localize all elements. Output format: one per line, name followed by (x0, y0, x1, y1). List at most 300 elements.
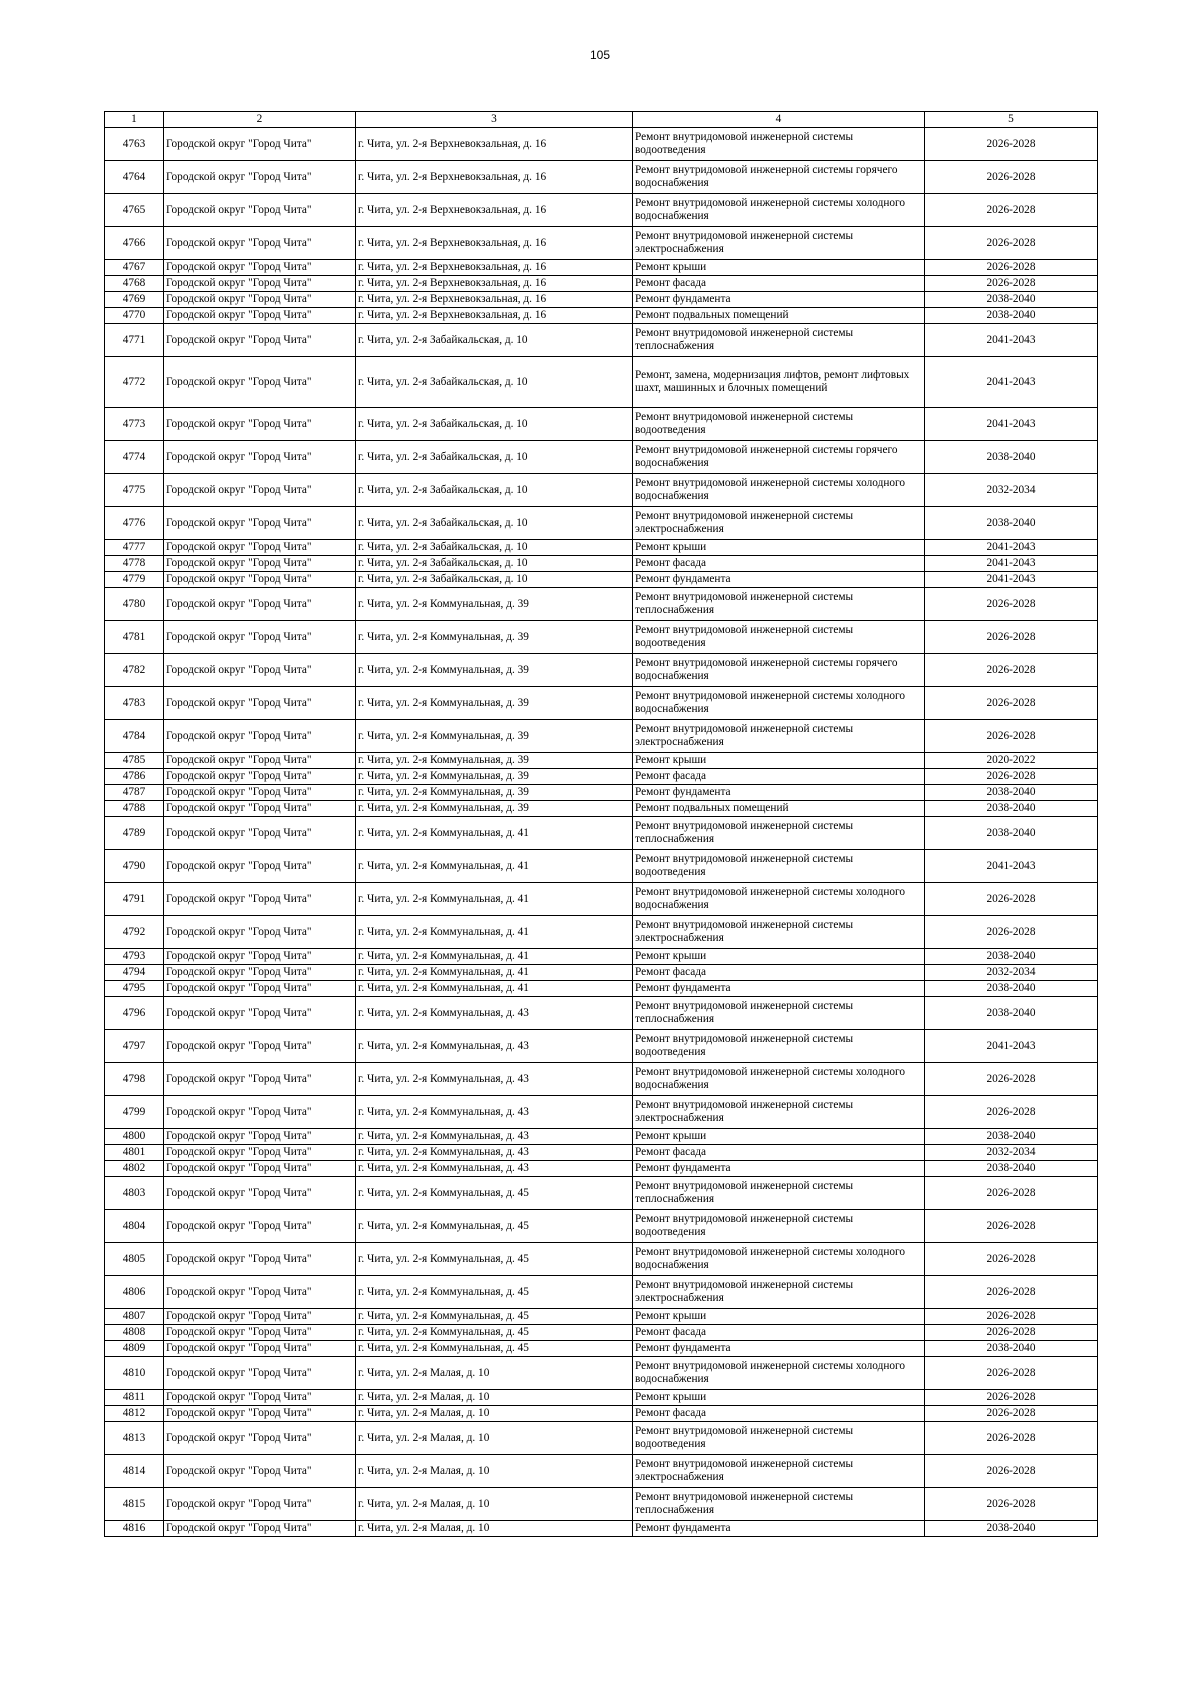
address-cell: г. Чита, ул. 2-я Коммунальная, д. 43 (356, 1161, 633, 1177)
address-cell: г. Чита, ул. 2-я Коммунальная, д. 43 (356, 1096, 633, 1129)
address-cell: г. Чита, ул. 2-я Верхневокзальная, д. 16 (356, 161, 633, 194)
municipality-cell: Городской округ "Город Чита" (164, 1276, 356, 1309)
table-body (105, 128, 1098, 1537)
row-number-cell: 4776 (105, 507, 164, 540)
address-cell: г. Чита, ул. 2-я Забайкальская, д. 10 (356, 556, 633, 572)
row-number-cell: 4802 (105, 1161, 164, 1177)
work-type-cell: Ремонт внутридомовой инженерной системы холодного водоснабжения (633, 194, 925, 227)
work-type-cell: Ремонт внутридомовой инженерной системы холодного водоснабжения (633, 883, 925, 916)
row-number-cell: 4803 (105, 1177, 164, 1210)
municipality-cell: Городской округ "Город Чита" (164, 785, 356, 801)
address-cell: г. Чита, ул. 2-я Коммунальная, д. 45 (356, 1325, 633, 1341)
period-cell: 2032-2034 (925, 474, 1098, 507)
work-type-cell: Ремонт внутридомовой инженерной системы теплоснабжения (633, 997, 925, 1030)
address-cell: г. Чита, ул. 2-я Верхневокзальная, д. 16 (356, 260, 633, 276)
work-type-cell: Ремонт внутридомовой инженерной системы холодного водоснабжения (633, 687, 925, 720)
table-row (105, 785, 1098, 801)
period-cell: 2026-2028 (925, 588, 1098, 621)
municipality-cell: Городской округ "Город Чита" (164, 556, 356, 572)
period-cell: 2026-2028 (925, 1357, 1098, 1390)
row-number-cell: 4800 (105, 1129, 164, 1145)
table-row (105, 1325, 1098, 1341)
municipality-cell: Городской округ "Город Чита" (164, 408, 356, 441)
municipality-cell: Городской округ "Город Чита" (164, 1243, 356, 1276)
address-cell: г. Чита, ул. 2-я Забайкальская, д. 10 (356, 540, 633, 556)
period-cell: 2038-2040 (925, 292, 1098, 308)
row-number-cell: 4786 (105, 769, 164, 785)
table-row (105, 292, 1098, 308)
municipality-cell: Городской округ "Город Чита" (164, 1406, 356, 1422)
address-cell: г. Чита, ул. 2-я Коммунальная, д. 39 (356, 588, 633, 621)
address-cell: г. Чита, ул. 2-я Забайкальская, д. 10 (356, 408, 633, 441)
address-cell: г. Чита, ул. 2-я Коммунальная, д. 45 (356, 1341, 633, 1357)
period-cell: 2038-2040 (925, 785, 1098, 801)
work-type-cell: Ремонт внутридомовой инженерной системы электроснабжения (633, 227, 925, 260)
address-cell: г. Чита, ул. 2-я Малая, д. 10 (356, 1455, 633, 1488)
row-number-cell: 4771 (105, 324, 164, 357)
table-row (105, 1145, 1098, 1161)
municipality-cell: Городской округ "Город Чита" (164, 1521, 356, 1537)
municipality-cell: Городской округ "Город Чита" (164, 194, 356, 227)
municipality-cell: Городской округ "Город Чита" (164, 1177, 356, 1210)
period-cell: 2041-2043 (925, 324, 1098, 357)
row-number-cell: 4767 (105, 260, 164, 276)
row-number-cell: 4812 (105, 1406, 164, 1422)
municipality-cell: Городской округ "Город Чита" (164, 850, 356, 883)
period-cell: 2038-2040 (925, 817, 1098, 850)
period-cell: 2038-2040 (925, 949, 1098, 965)
address-cell: г. Чита, ул. 2-я Верхневокзальная, д. 16 (356, 194, 633, 227)
address-cell: г. Чита, ул. 2-я Забайкальская, д. 10 (356, 572, 633, 588)
period-cell: 2026-2028 (925, 883, 1098, 916)
municipality-cell: Городской округ "Город Чита" (164, 324, 356, 357)
period-cell: 2026-2028 (925, 128, 1098, 161)
work-type-cell: Ремонт крыши (633, 949, 925, 965)
period-cell: 2026-2028 (925, 916, 1098, 949)
work-type-cell: Ремонт внутридомовой инженерной системы водоотведения (633, 128, 925, 161)
period-cell: 2026-2028 (925, 1325, 1098, 1341)
address-cell: г. Чита, ул. 2-я Коммунальная, д. 43 (356, 997, 633, 1030)
row-number-cell: 4815 (105, 1488, 164, 1521)
column-header-1: 1 (105, 112, 164, 128)
period-cell: 2026-2028 (925, 769, 1098, 785)
work-type-cell: Ремонт внутридомовой инженерной системы теплоснабжения (633, 1177, 925, 1210)
address-cell: г. Чита, ул. 2-я Коммунальная, д. 39 (356, 769, 633, 785)
period-cell: 2041-2043 (925, 357, 1098, 408)
municipality-cell: Городской округ "Город Чита" (164, 161, 356, 194)
municipality-cell: Городской округ "Город Чита" (164, 507, 356, 540)
work-type-cell: Ремонт крыши (633, 260, 925, 276)
municipality-cell: Городской округ "Город Чита" (164, 588, 356, 621)
work-type-cell: Ремонт внутридомовой инженерной системы теплоснабжения (633, 1488, 925, 1521)
table-row (105, 753, 1098, 769)
municipality-cell: Городской округ "Город Чита" (164, 1341, 356, 1357)
municipality-cell: Городской округ "Город Чита" (164, 1422, 356, 1455)
work-type-cell: Ремонт внутридомовой инженерной системы горячего водоснабжения (633, 654, 925, 687)
table-row (105, 128, 1098, 161)
table-row (105, 687, 1098, 720)
column-header-row (105, 112, 1098, 128)
work-type-cell: Ремонт фундамента (633, 292, 925, 308)
municipality-cell: Городской округ "Город Чита" (164, 1129, 356, 1145)
work-type-cell: Ремонт крыши (633, 1309, 925, 1325)
table-row (105, 474, 1098, 507)
row-number-cell: 4778 (105, 556, 164, 572)
work-type-cell: Ремонт подвальных помещений (633, 801, 925, 817)
row-number-cell: 4783 (105, 687, 164, 720)
period-cell: 2041-2043 (925, 408, 1098, 441)
address-cell: г. Чита, ул. 2-я Верхневокзальная, д. 16 (356, 128, 633, 161)
table-row (105, 801, 1098, 817)
address-cell: г. Чита, ул. 2-я Забайкальская, д. 10 (356, 357, 633, 408)
row-number-cell: 4795 (105, 981, 164, 997)
work-type-cell: Ремонт внутридомовой инженерной системы теплоснабжения (633, 588, 925, 621)
address-cell: г. Чита, ул. 2-я Коммунальная, д. 39 (356, 687, 633, 720)
municipality-cell: Городской округ "Город Чита" (164, 769, 356, 785)
municipality-cell: Городской округ "Город Чита" (164, 227, 356, 260)
work-type-cell: Ремонт внутридомовой инженерной системы электроснабжения (633, 1096, 925, 1129)
address-cell: г. Чита, ул. 2-я Малая, д. 10 (356, 1357, 633, 1390)
address-cell: г. Чита, ул. 2-я Коммунальная, д. 41 (356, 981, 633, 997)
work-type-cell: Ремонт подвальных помещений (633, 308, 925, 324)
municipality-cell: Городской округ "Город Чита" (164, 1357, 356, 1390)
period-cell: 2038-2040 (925, 1161, 1098, 1177)
repair-schedule-table (104, 111, 1098, 1537)
row-number-cell: 4793 (105, 949, 164, 965)
row-number-cell: 4782 (105, 654, 164, 687)
table-row (105, 572, 1098, 588)
municipality-cell: Городской округ "Город Чита" (164, 540, 356, 556)
address-cell: г. Чита, ул. 2-я Коммунальная, д. 41 (356, 883, 633, 916)
work-type-cell: Ремонт внутридомовой инженерной системы горячего водоснабжения (633, 441, 925, 474)
address-cell: г. Чита, ул. 2-я Коммунальная, д. 39 (356, 621, 633, 654)
row-number-cell: 4769 (105, 292, 164, 308)
work-type-cell: Ремонт внутридомовой инженерной системы теплоснабжения (633, 324, 925, 357)
work-type-cell: Ремонт внутридомовой инженерной системы холодного водоснабжения (633, 1357, 925, 1390)
row-number-cell: 4768 (105, 276, 164, 292)
row-number-cell: 4764 (105, 161, 164, 194)
address-cell: г. Чита, ул. 2-я Малая, д. 10 (356, 1422, 633, 1455)
municipality-cell: Городской округ "Город Чита" (164, 1161, 356, 1177)
column-header-4: 4 (633, 112, 925, 128)
table-row (105, 981, 1098, 997)
period-cell: 2038-2040 (925, 507, 1098, 540)
work-type-cell: Ремонт фасада (633, 1325, 925, 1341)
address-cell: г. Чита, ул. 2-я Забайкальская, д. 10 (356, 324, 633, 357)
municipality-cell: Городской округ "Город Чита" (164, 965, 356, 981)
period-cell: 2026-2028 (925, 161, 1098, 194)
table-row (105, 161, 1098, 194)
row-number-cell: 4770 (105, 308, 164, 324)
table-row (105, 769, 1098, 785)
table-row (105, 965, 1098, 981)
table-row (105, 194, 1098, 227)
address-cell: г. Чита, ул. 2-я Верхневокзальная, д. 16 (356, 227, 633, 260)
period-cell: 2038-2040 (925, 1129, 1098, 1145)
municipality-cell: Городской округ "Город Чита" (164, 949, 356, 965)
period-cell: 2026-2028 (925, 1488, 1098, 1521)
period-cell: 2041-2043 (925, 556, 1098, 572)
period-cell: 2026-2028 (925, 276, 1098, 292)
table-row (105, 408, 1098, 441)
table-row (105, 507, 1098, 540)
row-number-cell: 4777 (105, 540, 164, 556)
period-cell: 2026-2028 (925, 720, 1098, 753)
row-number-cell: 4787 (105, 785, 164, 801)
period-cell: 2041-2043 (925, 540, 1098, 556)
row-number-cell: 4766 (105, 227, 164, 260)
work-type-cell: Ремонт фундамента (633, 981, 925, 997)
table-row (105, 1177, 1098, 1210)
address-cell: г. Чита, ул. 2-я Коммунальная, д. 43 (356, 1063, 633, 1096)
work-type-cell: Ремонт внутридомовой инженерной системы электроснабжения (633, 507, 925, 540)
period-cell: 2026-2028 (925, 1309, 1098, 1325)
period-cell: 2026-2028 (925, 1177, 1098, 1210)
period-cell: 2026-2028 (925, 227, 1098, 260)
address-cell: г. Чита, ул. 2-я Малая, д. 10 (356, 1406, 633, 1422)
municipality-cell: Городской округ "Город Чита" (164, 357, 356, 408)
table-row (105, 1357, 1098, 1390)
period-cell: 2026-2028 (925, 1455, 1098, 1488)
row-number-cell: 4813 (105, 1422, 164, 1455)
municipality-cell: Городской округ "Город Чита" (164, 997, 356, 1030)
period-cell: 2038-2040 (925, 441, 1098, 474)
period-cell: 2026-2028 (925, 654, 1098, 687)
row-number-cell: 4785 (105, 753, 164, 769)
period-cell: 2038-2040 (925, 981, 1098, 997)
work-type-cell: Ремонт фасада (633, 769, 925, 785)
address-cell: г. Чита, ул. 2-я Малая, д. 10 (356, 1488, 633, 1521)
table-row (105, 357, 1098, 408)
row-number-cell: 4801 (105, 1145, 164, 1161)
row-number-cell: 4814 (105, 1455, 164, 1488)
address-cell: г. Чита, ул. 2-я Коммунальная, д. 45 (356, 1309, 633, 1325)
table-row (105, 654, 1098, 687)
period-cell: 2026-2028 (925, 1390, 1098, 1406)
work-type-cell: Ремонт внутридомовой инженерной системы горячего водоснабжения (633, 161, 925, 194)
period-cell: 2026-2028 (925, 1406, 1098, 1422)
work-type-cell: Ремонт фасада (633, 1145, 925, 1161)
table-row (105, 1406, 1098, 1422)
address-cell: г. Чита, ул. 2-я Коммунальная, д. 45 (356, 1276, 633, 1309)
row-number-cell: 4774 (105, 441, 164, 474)
municipality-cell: Городской округ "Город Чита" (164, 883, 356, 916)
work-type-cell: Ремонт фасада (633, 965, 925, 981)
address-cell: г. Чита, ул. 2-я Верхневокзальная, д. 16 (356, 276, 633, 292)
address-cell: г. Чита, ул. 2-я Коммунальная, д. 41 (356, 949, 633, 965)
table-row (105, 588, 1098, 621)
table-row (105, 1341, 1098, 1357)
row-number-cell: 4780 (105, 588, 164, 621)
municipality-cell: Городской округ "Город Чита" (164, 1096, 356, 1129)
row-number-cell: 4792 (105, 916, 164, 949)
row-number-cell: 4816 (105, 1521, 164, 1537)
period-cell: 2038-2040 (925, 801, 1098, 817)
table-row (105, 1422, 1098, 1455)
municipality-cell: Городской округ "Город Чита" (164, 1145, 356, 1161)
period-cell: 2020-2022 (925, 753, 1098, 769)
address-cell: г. Чита, ул. 2-я Коммунальная, д. 41 (356, 850, 633, 883)
municipality-cell: Городской округ "Город Чита" (164, 1309, 356, 1325)
work-type-cell: Ремонт внутридомовой инженерной системы электроснабжения (633, 720, 925, 753)
work-type-cell: Ремонт, замена, модернизация лифтов, ремонт лифтовых шахт, машинных и блочных помещений (633, 357, 925, 408)
municipality-cell: Городской округ "Город Чита" (164, 260, 356, 276)
table-row (105, 720, 1098, 753)
table-row (105, 441, 1098, 474)
work-type-cell: Ремонт фундамента (633, 1341, 925, 1357)
table-row (105, 276, 1098, 292)
work-type-cell: Ремонт фундамента (633, 1161, 925, 1177)
municipality-cell: Городской округ "Город Чита" (164, 720, 356, 753)
address-cell: г. Чита, ул. 2-я Забайкальская, д. 10 (356, 507, 633, 540)
row-number-cell: 4807 (105, 1309, 164, 1325)
row-number-cell: 4784 (105, 720, 164, 753)
table-row (105, 1276, 1098, 1309)
period-cell: 2026-2028 (925, 194, 1098, 227)
address-cell: г. Чита, ул. 2-я Малая, д. 10 (356, 1521, 633, 1537)
work-type-cell: Ремонт внутридомовой инженерной системы электроснабжения (633, 1455, 925, 1488)
work-type-cell: Ремонт фасада (633, 276, 925, 292)
address-cell: г. Чита, ул. 2-я Коммунальная, д. 39 (356, 654, 633, 687)
municipality-cell: Городской округ "Город Чита" (164, 572, 356, 588)
address-cell: г. Чита, ул. 2-я Верхневокзальная, д. 16 (356, 308, 633, 324)
column-header-5: 5 (925, 112, 1098, 128)
table-row (105, 1243, 1098, 1276)
page-number: 105 (589, 48, 611, 62)
period-cell: 2026-2028 (925, 687, 1098, 720)
period-cell: 2026-2028 (925, 1063, 1098, 1096)
period-cell: 2032-2034 (925, 965, 1098, 981)
period-cell: 2026-2028 (925, 1276, 1098, 1309)
address-cell: г. Чита, ул. 2-я Коммунальная, д. 39 (356, 801, 633, 817)
municipality-cell: Городской округ "Город Чита" (164, 292, 356, 308)
row-number-cell: 4765 (105, 194, 164, 227)
municipality-cell: Городской округ "Город Чита" (164, 441, 356, 474)
row-number-cell: 4773 (105, 408, 164, 441)
municipality-cell: Городской округ "Город Чита" (164, 801, 356, 817)
row-number-cell: 4804 (105, 1210, 164, 1243)
work-type-cell: Ремонт внутридомовой инженерной системы водоотведения (633, 621, 925, 654)
row-number-cell: 4772 (105, 357, 164, 408)
row-number-cell: 4799 (105, 1096, 164, 1129)
work-type-cell: Ремонт внутридомовой инженерной системы холодного водоснабжения (633, 1063, 925, 1096)
work-type-cell: Ремонт внутридомовой инженерной системы водоотведения (633, 408, 925, 441)
work-type-cell: Ремонт внутридомовой инженерной системы электроснабжения (633, 916, 925, 949)
work-type-cell: Ремонт внутридомовой инженерной системы теплоснабжения (633, 817, 925, 850)
work-type-cell: Ремонт крыши (633, 1390, 925, 1406)
period-cell: 2041-2043 (925, 850, 1098, 883)
municipality-cell: Городской округ "Город Чита" (164, 1325, 356, 1341)
table-row (105, 324, 1098, 357)
table-row (105, 1129, 1098, 1145)
address-cell: г. Чита, ул. 2-я Коммунальная, д. 43 (356, 1145, 633, 1161)
period-cell: 2038-2040 (925, 1341, 1098, 1357)
table-row (105, 1063, 1098, 1096)
work-type-cell: Ремонт внутридомовой инженерной системы холодного водоснабжения (633, 474, 925, 507)
work-type-cell: Ремонт фундамента (633, 572, 925, 588)
work-type-cell: Ремонт фасада (633, 1406, 925, 1422)
row-number-cell: 4797 (105, 1030, 164, 1063)
work-type-cell: Ремонт крыши (633, 1129, 925, 1145)
table-row (105, 621, 1098, 654)
period-cell: 2032-2034 (925, 1145, 1098, 1161)
row-number-cell: 4808 (105, 1325, 164, 1341)
work-type-cell: Ремонт фасада (633, 556, 925, 572)
table-row (105, 916, 1098, 949)
municipality-cell: Городской округ "Город Чита" (164, 687, 356, 720)
table-row (105, 817, 1098, 850)
period-cell: 2026-2028 (925, 1096, 1098, 1129)
table-row (105, 883, 1098, 916)
municipality-cell: Городской округ "Город Чита" (164, 1390, 356, 1406)
row-number-cell: 4781 (105, 621, 164, 654)
table-row (105, 227, 1098, 260)
row-number-cell: 4763 (105, 128, 164, 161)
municipality-cell: Городской округ "Город Чита" (164, 308, 356, 324)
municipality-cell: Городской округ "Город Чита" (164, 817, 356, 850)
row-number-cell: 4798 (105, 1063, 164, 1096)
work-type-cell: Ремонт внутридомовой инженерной системы водоотведения (633, 1422, 925, 1455)
table-row (105, 1030, 1098, 1063)
row-number-cell: 4806 (105, 1276, 164, 1309)
municipality-cell: Городской округ "Город Чита" (164, 474, 356, 507)
row-number-cell: 4789 (105, 817, 164, 850)
row-number-cell: 4779 (105, 572, 164, 588)
table-row (105, 997, 1098, 1030)
address-cell: г. Чита, ул. 2-я Забайкальская, д. 10 (356, 474, 633, 507)
municipality-cell: Городской округ "Город Чита" (164, 128, 356, 161)
table-row (105, 260, 1098, 276)
address-cell: г. Чита, ул. 2-я Коммунальная, д. 39 (356, 753, 633, 769)
table-row (105, 540, 1098, 556)
table-row (105, 308, 1098, 324)
table-row (105, 850, 1098, 883)
period-cell: 2026-2028 (925, 1422, 1098, 1455)
municipality-cell: Городской округ "Город Чита" (164, 1063, 356, 1096)
row-number-cell: 4805 (105, 1243, 164, 1276)
table-row (105, 1309, 1098, 1325)
table-row (105, 1488, 1098, 1521)
address-cell: г. Чита, ул. 2-я Коммунальная, д. 39 (356, 720, 633, 753)
row-number-cell: 4811 (105, 1390, 164, 1406)
row-number-cell: 4794 (105, 965, 164, 981)
table-row (105, 1210, 1098, 1243)
row-number-cell: 4788 (105, 801, 164, 817)
work-type-cell: Ремонт внутридомовой инженерной системы электроснабжения (633, 1276, 925, 1309)
address-cell: г. Чита, ул. 2-я Коммунальная, д. 45 (356, 1243, 633, 1276)
table-row (105, 1521, 1098, 1537)
row-number-cell: 4796 (105, 997, 164, 1030)
period-cell: 2026-2028 (925, 260, 1098, 276)
address-cell: г. Чита, ул. 2-я Коммунальная, д. 39 (356, 785, 633, 801)
period-cell: 2038-2040 (925, 308, 1098, 324)
period-cell: 2026-2028 (925, 621, 1098, 654)
address-cell: г. Чита, ул. 2-я Коммунальная, д. 41 (356, 817, 633, 850)
work-type-cell: Ремонт внутридомовой инженерной системы холодного водоснабжения (633, 1243, 925, 1276)
work-type-cell: Ремонт внутридомовой инженерной системы водоотведения (633, 850, 925, 883)
municipality-cell: Городской округ "Город Чита" (164, 621, 356, 654)
work-type-cell: Ремонт внутридомовой инженерной системы водоотведения (633, 1210, 925, 1243)
address-cell: г. Чита, ул. 2-я Забайкальская, д. 10 (356, 441, 633, 474)
address-cell: г. Чита, ул. 2-я Коммунальная, д. 41 (356, 916, 633, 949)
municipality-cell: Городской округ "Город Чита" (164, 981, 356, 997)
municipality-cell: Городской округ "Город Чита" (164, 916, 356, 949)
period-cell: 2038-2040 (925, 997, 1098, 1030)
period-cell: 2041-2043 (925, 572, 1098, 588)
period-cell: 2026-2028 (925, 1210, 1098, 1243)
address-cell: г. Чита, ул. 2-я Коммунальная, д. 45 (356, 1177, 633, 1210)
address-cell: г. Чита, ул. 2-я Коммунальная, д. 41 (356, 965, 633, 981)
